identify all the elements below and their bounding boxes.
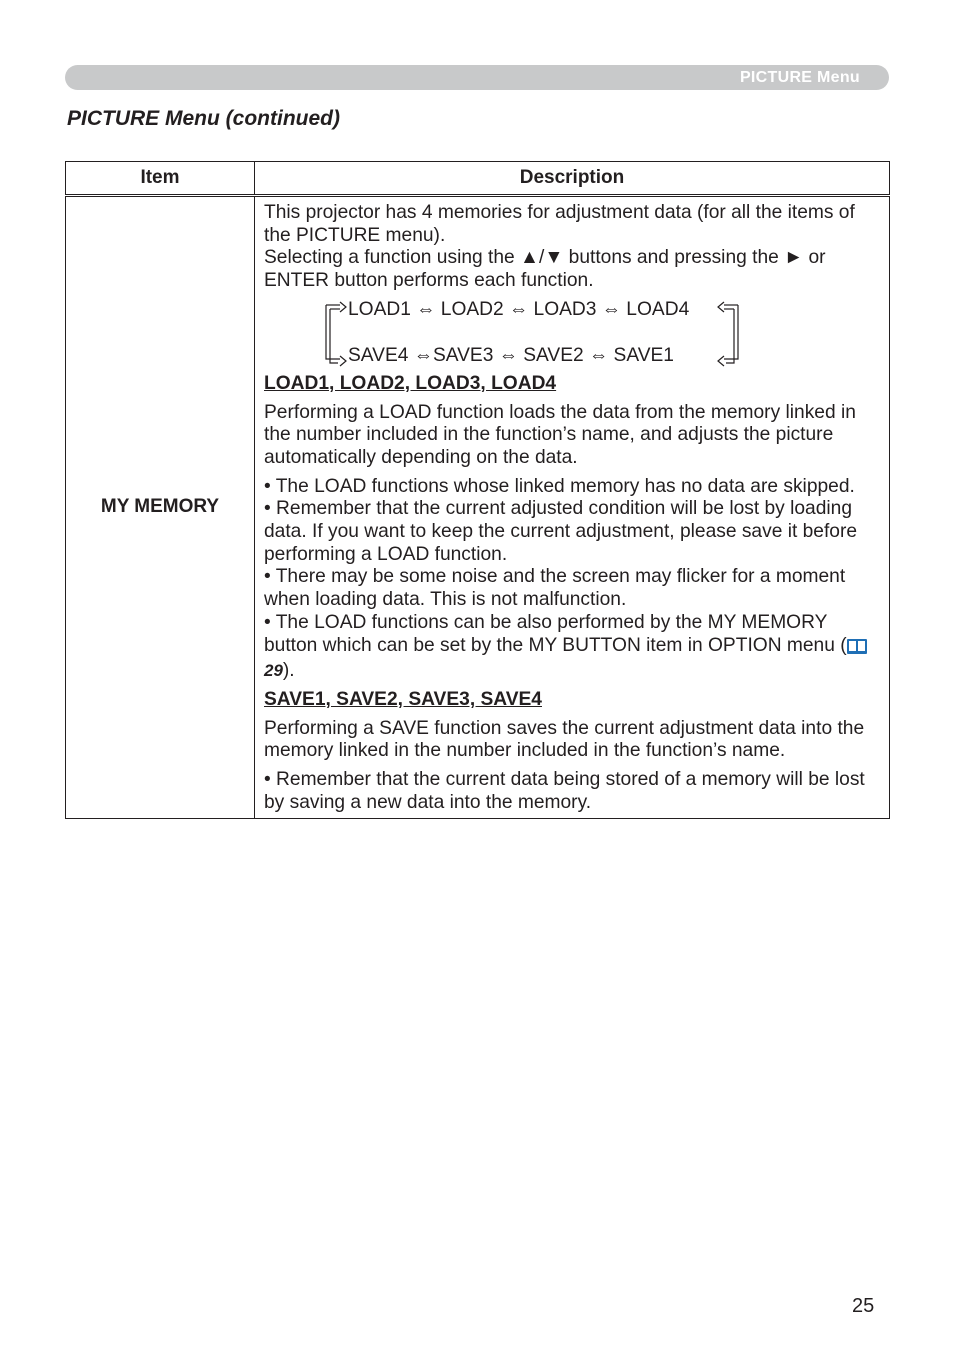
table-header-row	[66, 162, 890, 196]
load-note: • The LOAD functions whose linked memory has no data are skipped.	[264, 475, 855, 497]
reference-page[interactable]: 29	[264, 661, 283, 681]
column-header-item: Item	[66, 162, 255, 196]
description-cell	[255, 196, 890, 819]
intro-text: Selecting a function using the ▲/▼ buttons and pressing the ► or ENTER button performs each function.	[264, 247, 826, 292]
load-description: Performing a LOAD function loads the data from the memory linked in the number included in the function’s name, and adjusts the picture automatically depending on the data.	[264, 401, 856, 468]
intro-text: This projector has 4 memories for adjustment data (for all the items of the PICTURE menu).	[264, 202, 855, 246]
load-note: • There may be some noise and the screen may flicker for a moment when loading data. This is not malfunction.	[264, 566, 846, 611]
header-bar	[65, 65, 889, 90]
menu-table	[65, 161, 890, 819]
column-header-description: Description	[255, 162, 890, 196]
table-row	[66, 196, 890, 819]
save-note: • Remember that the current data being stored of a memory will be lost by saving a new data into the memory.	[264, 769, 865, 813]
load-note: • Remember that the current adjusted condition will be lost by loading data. If you want to keep the current adjustment, please save it before performing a LOAD function.	[264, 498, 858, 565]
save-cycle: SAVE4 ⇔SAVE3 ⇔ SAVE2 ⇔ SAVE1	[348, 344, 674, 366]
page-number: 25	[852, 1295, 875, 1317]
load-note-text: • The LOAD functions can be also performed by the MY MEMORY button which can be set by the MY BUTTON item in OPTION menu (	[264, 611, 847, 656]
load-note	[264, 612, 879, 683]
section-label: PICTURE Menu	[739, 69, 860, 86]
save-description: Performing a SAVE function saves the current adjustment data into the memory linked in the number included in the function’s name.	[264, 717, 865, 762]
load-note-end: ).	[282, 660, 295, 682]
load-heading: LOAD1, LOAD2, LOAD3, LOAD4	[264, 372, 557, 394]
function-cycle-diagram	[264, 297, 879, 371]
save-heading: SAVE1, SAVE2, SAVE3, SAVE4	[264, 688, 542, 710]
load-cycle: LOAD1 ⇔ LOAD2 ⇔ LOAD3 ⇔ LOAD4	[348, 298, 690, 320]
item-name: MY MEMORY	[66, 196, 255, 819]
book-icon	[847, 638, 867, 661]
page-title: PICTURE Menu (continued)	[67, 107, 340, 130]
